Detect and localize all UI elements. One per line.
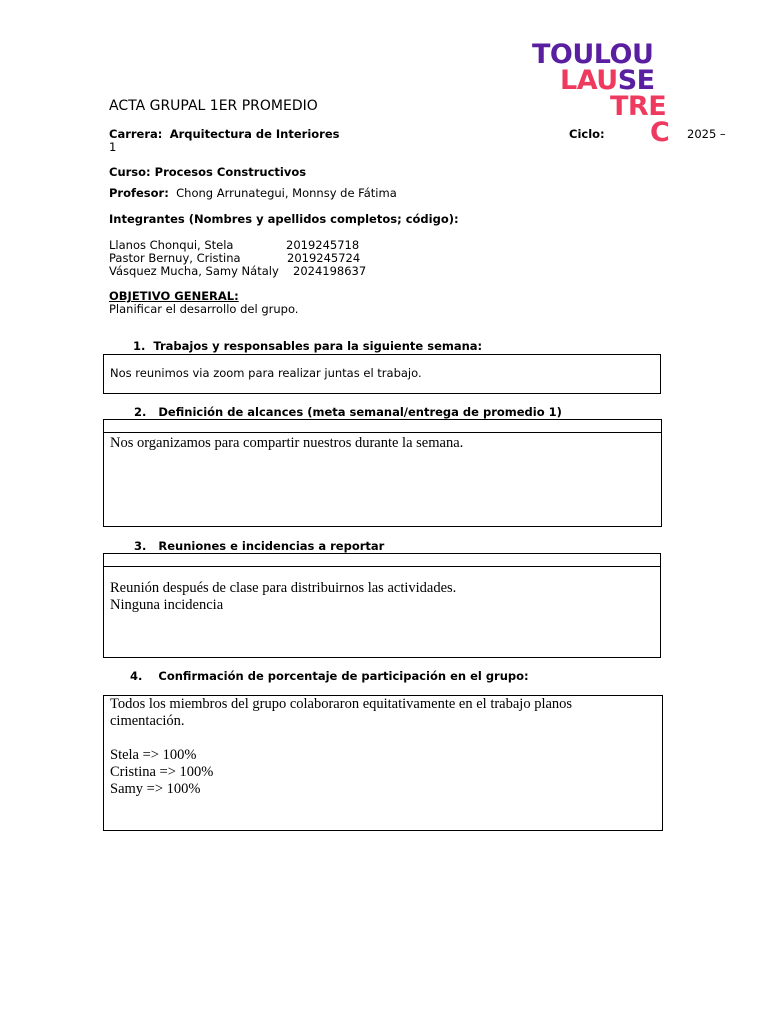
- section-3-heading: [134, 539, 384, 553]
- section-title: Trabajos y responsables para la siguiente semana:: [153, 339, 483, 353]
- section-number: 2.: [134, 405, 147, 419]
- section-4-heading: [130, 669, 529, 683]
- logo-line-4: C: [650, 117, 670, 148]
- integrantes-label: Integrantes (Nombres y apellidos completos; código):: [109, 212, 459, 226]
- member-code: 2019245724: [287, 251, 361, 265]
- section-4-body: Todos los miembros del grupo colaboraron equitativamente en el trabajo planos cimentación. Stela => 100% Cristina => 100% Samy => 100%: [110, 696, 573, 797]
- ciclo-label: Ciclo:: [569, 127, 605, 141]
- section-2-heading: [134, 405, 562, 419]
- carrera-row: [109, 127, 339, 141]
- section-title: Reuniones e incidencias a reportar: [158, 539, 385, 553]
- section-title: Definición de alcances (meta semanal/entrega de promedio 1): [158, 405, 562, 419]
- carrera-label: Carrera:: [109, 127, 163, 141]
- document-title: ACTA GRUPAL 1ER PROMEDIO: [109, 98, 318, 114]
- section-1-body: Nos reunimos via zoom para realizar juntas el trabajo.: [110, 366, 422, 380]
- member-code: 2024198637: [293, 264, 367, 278]
- logo-line-3: TRE: [610, 91, 667, 122]
- section-4-box: [103, 695, 663, 831]
- section-2-box: [103, 419, 662, 527]
- member-name: Vásquez Mucha, Samy Nátaly: [109, 264, 279, 278]
- curso-row: [109, 165, 306, 179]
- curso-label: Curso:: [109, 165, 151, 179]
- member-name: Llanos Chonqui, Stela: [109, 238, 234, 252]
- profesor-value: Chong Arrunategui, Monnsy de Fátima: [176, 186, 397, 200]
- profesor-row: [109, 186, 397, 200]
- toulouse-lautrec-logo: [532, 39, 682, 148]
- section-2-body: Nos organizamos para compartir nuestros durante la semana.: [110, 435, 464, 451]
- logo-line-1: TOULOU: [532, 39, 654, 70]
- section-title: Confirmación de porcentaje de participación en el grupo:: [158, 669, 529, 683]
- section-1-heading: [133, 339, 482, 353]
- ciclo-value: 2025 –: [687, 127, 726, 141]
- section-3-box: [103, 553, 661, 658]
- ciclo-wrap: 1: [109, 140, 117, 154]
- curso-value: Procesos Constructivos: [154, 165, 307, 179]
- section-number: 3.: [134, 539, 147, 553]
- table-divider: [104, 432, 661, 433]
- table-divider: [104, 566, 660, 567]
- section-number: 1.: [133, 339, 146, 353]
- member-code: 2019245718: [286, 238, 360, 252]
- logo-line-2a: LAU: [560, 65, 618, 96]
- section-1-box: [103, 354, 661, 394]
- carrera-value: Arquitectura de Interiores: [169, 127, 340, 141]
- profesor-label: Profesor:: [109, 186, 169, 200]
- objective-text: Planificar el desarrollo del grupo.: [109, 302, 299, 316]
- objective-label: OBJETIVO GENERAL:: [109, 289, 239, 303]
- section-3-body: Reunión después de clase para distribuirnos las actividades. Ninguna incidencia: [110, 580, 457, 613]
- section-number: 4.: [130, 669, 143, 683]
- logo-line-2b: SE: [617, 65, 655, 96]
- member-name: Pastor Bernuy, Cristina: [109, 251, 241, 265]
